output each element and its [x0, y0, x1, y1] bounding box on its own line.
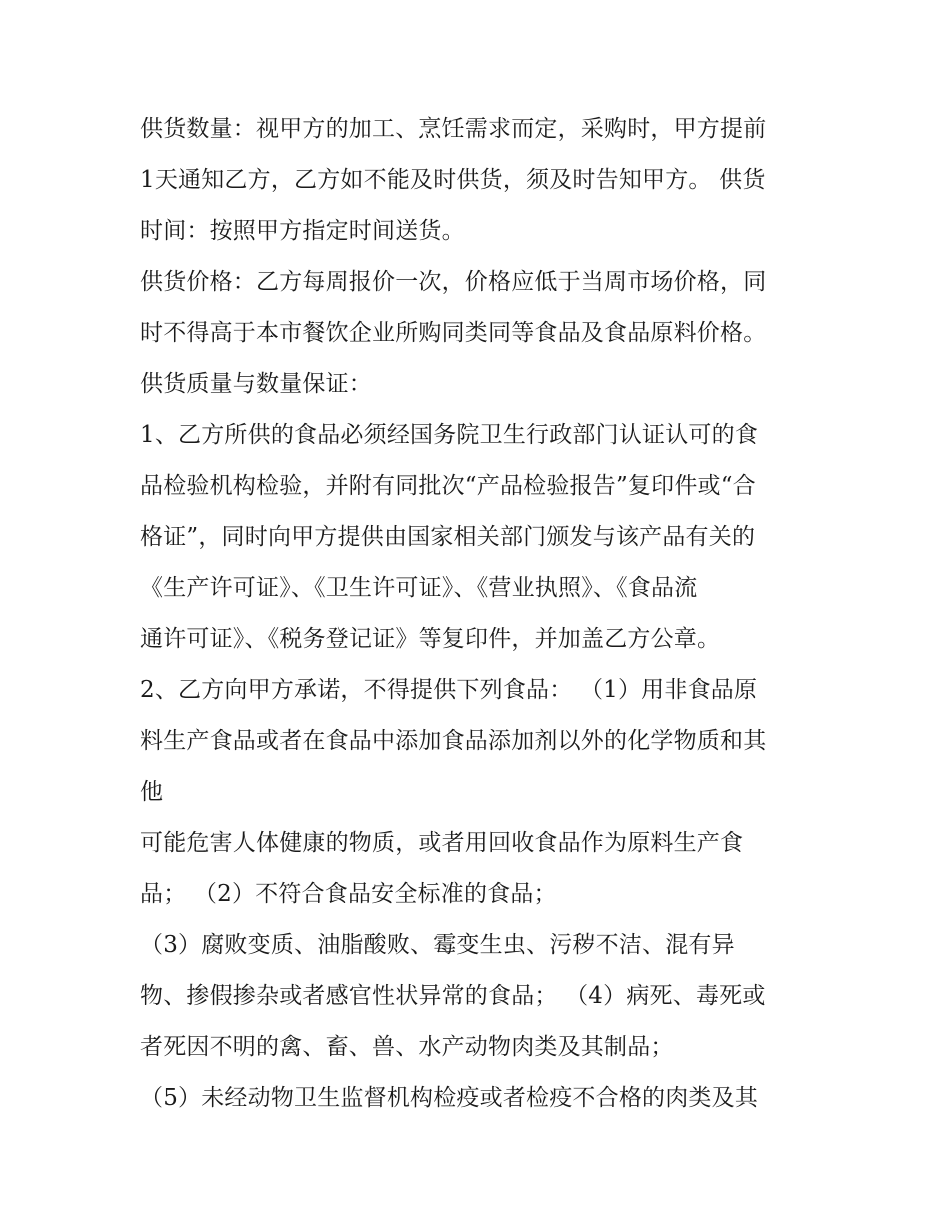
text-line: 格证”，同时向甲方提供由国家相关部门颁发与该产品有关的 — [140, 524, 756, 550]
text-line: 1、乙方所供的食品必须经国务院卫生行政部门认证认可的食 — [140, 422, 759, 448]
text-line: 品检验机构检验，并附有同批次“产品检验报告”复印件或“合 — [140, 473, 756, 499]
text-line: 时间：按照甲方指定时间送货。 — [140, 218, 465, 244]
text-line: 物、掺假掺杂或者感官性状异常的食品； （4）病死、毒死或 — [140, 983, 766, 1009]
text-line: 料生产食品或者在食品中添加食品添加剂以外的化学物质和其 — [140, 728, 767, 754]
text-line: 通许可证》、《税务登记证》等复印件，并加盖乙方公章。 — [140, 626, 721, 652]
text-line: 可能危害人体健康的物质，或者用回收食品作为原料生产食 — [140, 830, 744, 856]
document-text-body — [140, 104, 840, 1124]
text-line: 供货价格：乙方每周报价一次，价格应低于当周市场价格，同 — [140, 269, 767, 295]
text-line: 2、乙方向甲方承诺，不得提供下列食品： （1）用非食品原 — [140, 677, 758, 703]
text-line: 品； （2）不符合食品安全标准的食品； — [140, 881, 557, 907]
text-line: 他 — [140, 779, 164, 805]
text-line: （3）腐败变质、油脂酸败、霉变生虫、污秽不洁、混有异 — [140, 932, 735, 958]
text-line: 者死因不明的禽、畜、兽、水产动物肉类及其制品； — [140, 1034, 674, 1060]
text-line: 供货质量与数量保证： — [140, 371, 372, 397]
text-line: 《生产许可证》、《卫生许可证》、《营业执照》、《食品流 — [140, 575, 698, 601]
text-line: 时不得高于本市餐饮企业所购同类同等食品及食品原料价格。 — [140, 320, 767, 346]
text-line: 1天通知乙方，乙方如不能及时供货，须及时告知甲方。 供货 — [140, 167, 766, 193]
text-line: 供货数量：视甲方的加工、烹饪需求而定，采购时，甲方提前 — [140, 116, 767, 142]
text-line: （5）未经动物卫生监督机构检疫或者检疫不合格的肉类及其 — [140, 1085, 759, 1111]
